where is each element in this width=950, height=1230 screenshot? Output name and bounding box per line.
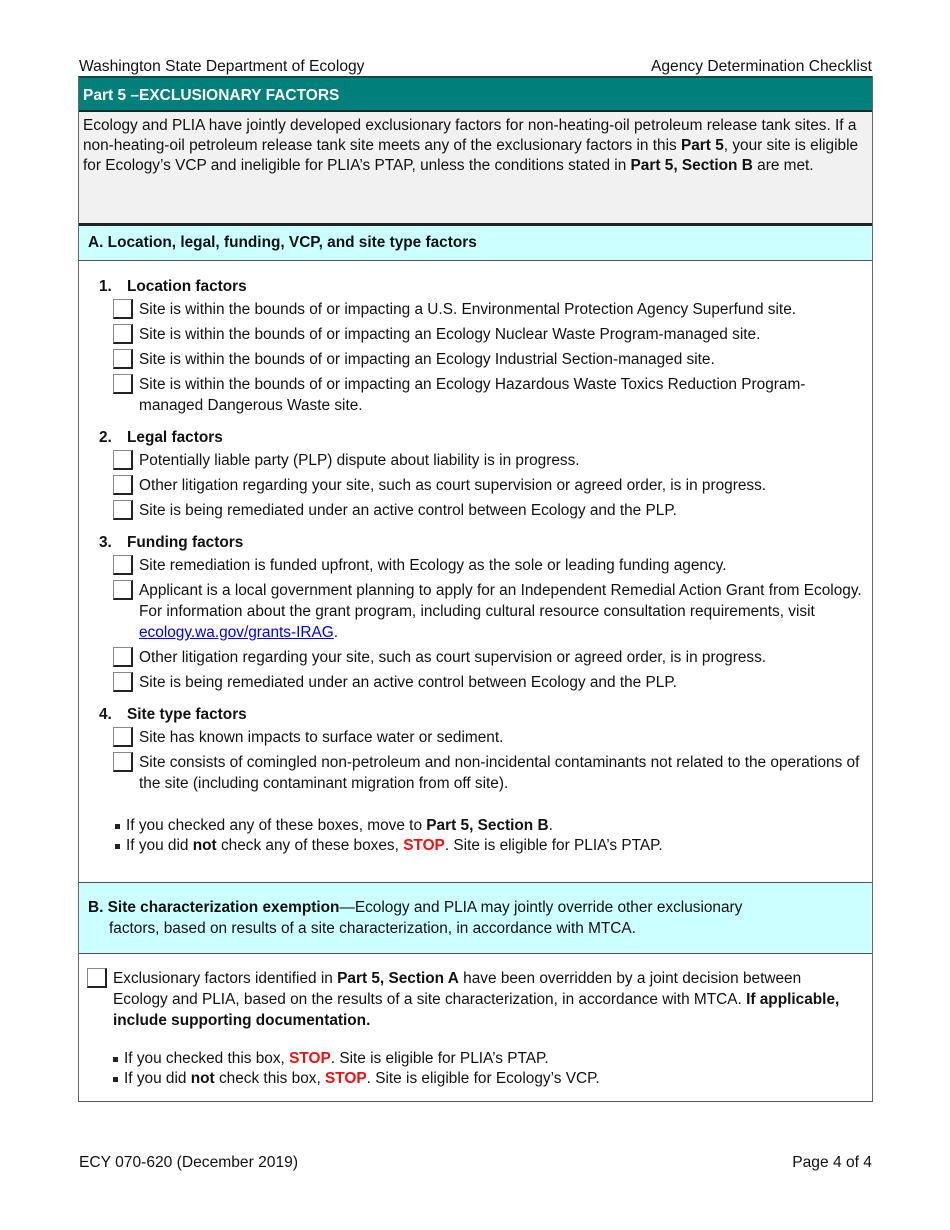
checkbox-label: Potentially liable party (PLP) dispute about liability is in progress. [139,452,580,469]
checklist-item [113,500,872,521]
bold-text: not [192,837,217,854]
punctuation: . [333,624,339,641]
part-5-frame [78,76,873,1102]
checkbox[interactable] [113,450,133,470]
grants-irag-link[interactable]: ecology.wa.gov/grants-IRAG [139,624,334,641]
text: . Site is eligible for Ecology’s VCP. [366,1070,600,1087]
form-number: ECY 070-620 (December 2019) [79,1154,299,1171]
checkbox-label-text: Applicant is a local government planning to apply for an Independent Remedial Action Grant from Ecology. For information about the grant program, including cultural resource consultation requirements, visit [139,582,862,620]
checkbox[interactable] [113,349,133,369]
checkbox-label [139,580,867,643]
page-number: Page 4 of 4 [792,1154,872,1171]
text: Exclusionary factors identified in [113,970,338,987]
site-type-factors-group [99,703,872,794]
checkbox-label: Other litigation regarding your site, such as court supervision or agreed order, is in progress. [139,649,767,666]
section-b-desc: —Ecology and PLIA may jointly override other exclusionary [339,899,743,916]
checkbox-label: Site is within the bounds of or impacting an Ecology Hazardous Waste Toxics Reduction Program-managed Dangerous Waste site. [139,376,806,414]
checkbox-label: Site consists of comingled non-petroleum and non-incidental contaminants not related to the operations of the site (including contaminant migration from off site). [139,754,860,792]
group-number: 1. [99,278,112,295]
text: If you did [126,837,193,854]
checkbox[interactable] [113,555,133,575]
stop-label: STOP [325,1070,367,1087]
instruction-bullet [115,836,872,856]
instruction-bullet [113,1069,872,1089]
override-checkbox[interactable] [87,968,107,988]
group-title-text: Location factors [127,278,247,295]
instruction-bullet [115,816,872,836]
checklist-item [113,299,872,320]
checkbox[interactable] [113,324,133,344]
part-intro [79,112,872,226]
part-title: Part 5 –EXCLUSIONARY FACTORS [79,76,872,112]
group-number: 3. [99,534,112,551]
text: have been overridden by a joint decision between Ecology and PLIA, based on the results of a site characterization, in accordance with MTCA. [113,970,802,1008]
checklist-item [113,450,872,471]
page-footer [79,1154,872,1172]
checkbox-label: Site is being remediated under an active control between Ecology and the PLP. [139,674,677,691]
section-a-body [79,261,872,882]
checklist-item [113,672,872,693]
checklist-item [113,580,872,643]
page-header [79,56,872,76]
checkbox[interactable] [113,672,133,692]
checklist-item [113,555,872,576]
checkbox[interactable] [113,299,133,319]
section-b-title: B. Site characterization exemption [88,899,340,916]
section-b-header [79,882,872,954]
section-b-body [79,954,872,1101]
checkbox[interactable] [113,727,133,747]
checkbox-label: Site is within the bounds of or impacting an Ecology Industrial Section-managed site. [139,351,715,368]
checklist-item [113,324,872,345]
legal-factors-group [99,426,872,521]
text: check this box, [214,1070,326,1087]
checkbox-label: Site is within the bounds of or impacting an Ecology Nuclear Waste Program-managed site. [139,326,761,343]
header-agency: Washington State Department of Ecology [79,58,365,75]
checklist-item [113,752,872,794]
instruction-text [126,816,553,836]
bullet-square-icon [115,824,120,829]
instruction-text [124,1069,600,1089]
checkbox-label: Site is within the bounds of or impacting a U.S. Environmental Protection Agency Superfund site. [139,301,797,318]
checklist-item [113,374,872,416]
intro-text: , your site is eligible for Ecology’s VCP and ineligible for PLIA’s PTAP, unless the conditions stated in [83,137,859,174]
bold-text: If applicable, include supporting documentation. [113,991,840,1029]
checkbox-label: Other litigation regarding your site, such as court supervision or agreed order, is in progress. [139,477,767,494]
text: . [548,817,553,834]
text: If you checked any of these boxes, move to [126,817,427,834]
location-factors-group [99,275,872,416]
text: . Site is eligible for PLIA’s PTAP. [330,1050,549,1067]
intro-bold: Part 5, Section B [630,157,753,174]
intro-bold: Part 5 [680,137,724,154]
bullet-square-icon [113,1077,118,1082]
group-number: 4. [99,706,112,723]
section-b-desc-line2: factors, based on results of a site characterization, in accordance with MTCA. [109,920,636,937]
funding-factors-group [99,531,872,693]
group-number: 2. [99,429,112,446]
text: If you checked this box, [124,1050,290,1067]
bullet-square-icon [115,844,120,849]
section-a-instructions [115,816,872,856]
group-title-text: Funding factors [127,534,244,551]
group-title [99,531,872,555]
checkbox-label: Site remediation is funded upfront, with Ecology as the sole or leading funding agency. [139,557,727,574]
instruction-bullet [113,1049,872,1069]
instruction-text [124,1049,549,1069]
checklist-item [113,349,872,370]
group-title [99,426,872,450]
section-a-title: A. Location, legal, funding, VCP, and site type factors [79,226,872,261]
intro-text: are met. [752,157,814,174]
bold-text: Part 5, Section B [426,817,549,834]
checklist-item [113,727,872,748]
stop-label: STOP [289,1050,331,1067]
instruction-text [126,836,663,856]
checkbox-label [113,968,853,1031]
bullet-square-icon [113,1057,118,1062]
group-title [99,703,872,727]
checklist-item [113,647,872,668]
group-title-text: Legal factors [127,429,223,446]
bold-text: Part 5, Section A [337,970,459,987]
bold-text: not [190,1070,215,1087]
checkbox[interactable] [113,752,133,772]
text: If you did [124,1070,191,1087]
stop-label: STOP [403,837,445,854]
group-title [99,275,872,299]
header-doc-title: Agency Determination Checklist [650,58,872,75]
checkbox-label: Site has known impacts to surface water or sediment. [139,729,504,746]
checkbox[interactable] [113,580,133,600]
checkbox[interactable] [113,647,133,667]
checklist-item [113,475,872,496]
text: check any of these boxes, [216,837,404,854]
checkbox[interactable] [113,500,133,520]
section-b-instructions [113,1049,872,1089]
text: . Site is eligible for PLIA’s PTAP. [444,837,663,854]
group-title-text: Site type factors [127,706,247,723]
checklist-item [87,968,872,1031]
intro-text: Ecology and PLIA have jointly developed exclusionary factors for non-heating-oil petroleum release tank sites. If a non-heating-oil petroleum release tank site meets any of the exclusionary factors in this [83,117,857,154]
checkbox[interactable] [113,475,133,495]
checkbox-label: Site is being remediated under an active control between Ecology and the PLP. [139,502,677,519]
checkbox[interactable] [113,374,133,394]
